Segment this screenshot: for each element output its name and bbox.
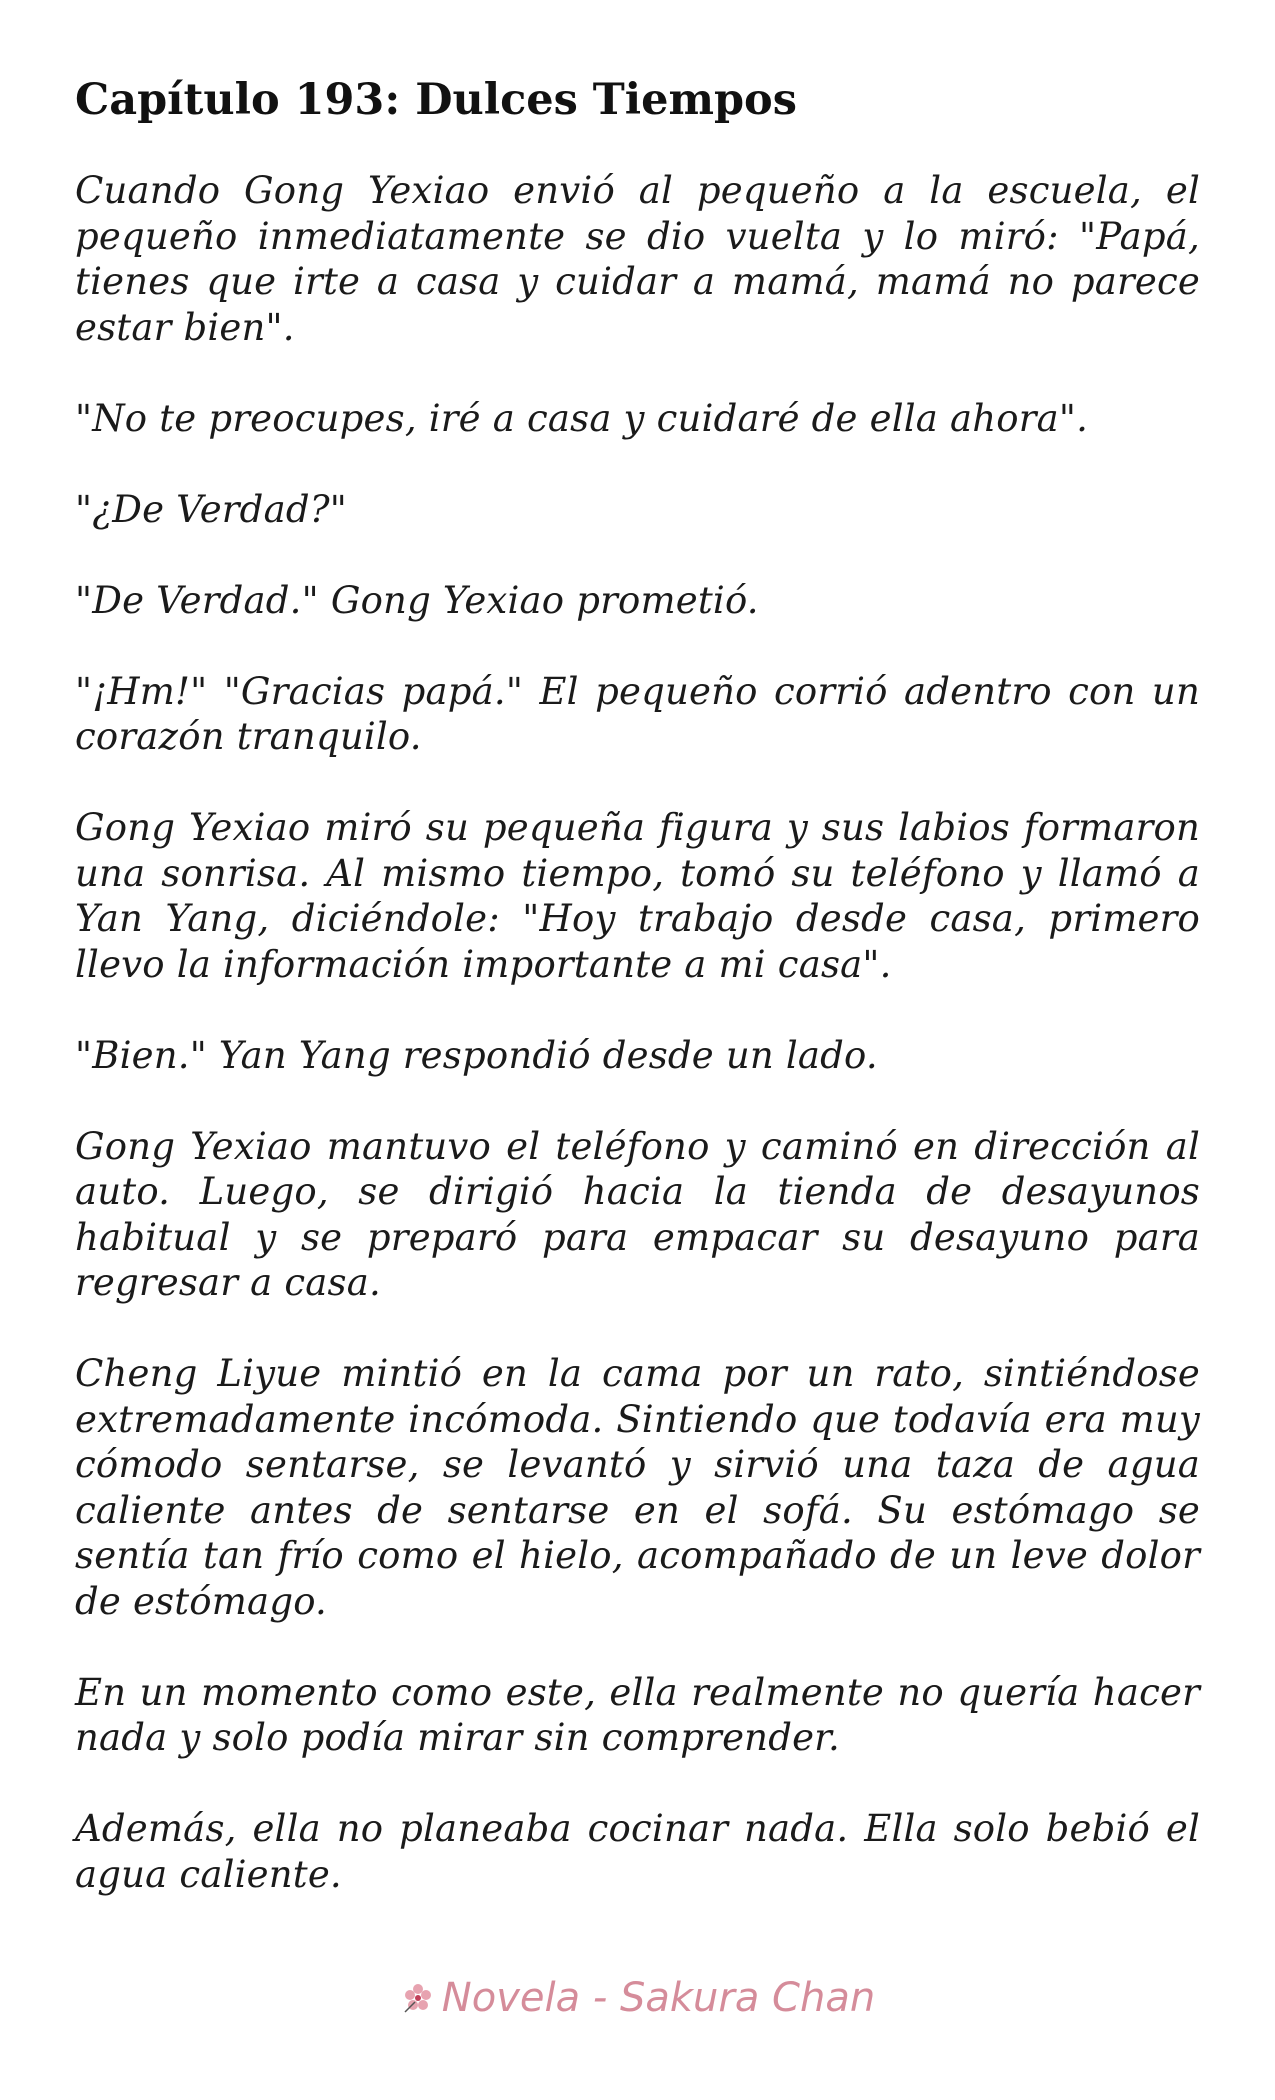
footer-watermark bbox=[0, 1975, 1275, 2021]
paragraph: Gong Yexiao miró su pequeña figura y sus labios formaron una sonrisa. Al mismo tiempo, tomó su teléfono y llamó a Yan Yang, diciéndole: "Hoy trabajo desde casa, primero llevo la información importante a mi casa". bbox=[75, 806, 1200, 986]
paragraph: "No te preocupes, iré a casa y cuidaré de ella ahora". bbox=[75, 396, 1089, 440]
cherry-blossom-icon bbox=[400, 1980, 436, 2016]
paragraph: Cuando Gong Yexiao envió al pequeño a la escuela, el pequeño inmediatamente se dio vuelta y lo miró: "Papá, tienes que irte a casa y cuidar a mamá, mamá no parece estar bien". bbox=[75, 169, 1200, 349]
paragraph: "¡Hm!" "Gracias papá." El pequeño corrió adentro con un corazón tranquilo. bbox=[75, 669, 1200, 758]
paragraph: "De Verdad." Gong Yexiao prometió. bbox=[75, 578, 759, 622]
watermark-text: Novela - Sakura Chan bbox=[441, 1975, 876, 2021]
paragraph: Cheng Liyue mintió en la cama por un rato, sintiéndose extremadamente incómoda. Sintiendo que todavía era muy cómodo sentarse, se levantó y sirvió una taza de agua caliente antes de sentarse en el sofá. Su estómago se sentía tan frío como el hielo, acompañado de un leve dolor de estómago. bbox=[75, 1352, 1200, 1623]
paragraph: En un momento como este, ella realmente no quería hacer nada y solo podía mirar sin comprender. bbox=[75, 1670, 1200, 1759]
chapter-body bbox=[75, 168, 1200, 1897]
paragraph: Además, ella no planeaba cocinar nada. Ella solo bebió el agua caliente. bbox=[75, 1807, 1200, 1896]
paragraph: Gong Yexiao mantuvo el teléfono y caminó en dirección al auto. Luego, se dirigió hacia la tienda de desayunos habitual y se preparó para empacar su desayuno para regresar a casa. bbox=[75, 1124, 1200, 1304]
chapter-title: Capítulo 193: Dulces Tiempos bbox=[75, 75, 797, 125]
watermark bbox=[400, 1975, 875, 2021]
paragraph: "¿De Verdad?" bbox=[75, 487, 347, 531]
paragraph: "Bien." Yan Yang respondió desde un lado. bbox=[75, 1033, 878, 1077]
